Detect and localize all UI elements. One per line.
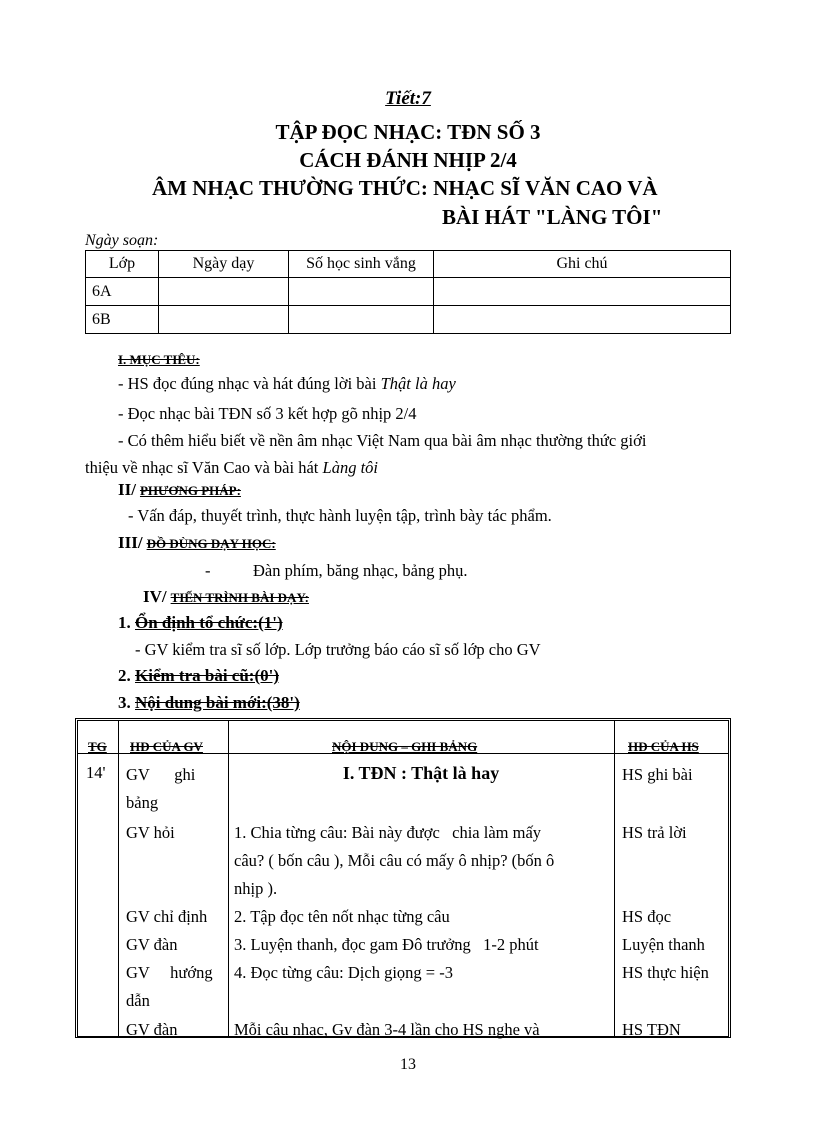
song-title: Làng tôi bbox=[322, 458, 378, 477]
materials-item: Đàn phím, băng nhạc, bảng phụ. bbox=[253, 561, 468, 580]
objective-3-line-1: - Có thêm hiểu biết về nền âm nhạc Việt Nam qua bài âm nhạc thường thức giới bbox=[118, 431, 647, 450]
class-cell: 6A bbox=[86, 278, 159, 306]
class-cell: 6B bbox=[86, 306, 159, 334]
step-3-label: Nội dung bài mới:(38') bbox=[135, 693, 300, 712]
content-line: câu? ( bốn câu ), Mỗi câu có mấy ô nhịp? (bốn ô bbox=[234, 851, 555, 870]
objective-3-text: thiệu về nhạc sĩ Văn Cao và bài hát bbox=[85, 458, 323, 477]
section-2-number: II/ bbox=[118, 480, 136, 499]
note-cell bbox=[434, 278, 731, 306]
section-4-number: IV/ bbox=[143, 587, 167, 606]
header-cell: Ghi chú bbox=[434, 251, 731, 278]
table-row bbox=[86, 278, 731, 306]
section-3-title: ĐỒ DÙNG DẠY HỌC: bbox=[146, 536, 276, 551]
objective-3-line-2 bbox=[85, 458, 378, 478]
step-3-number: 3. bbox=[118, 693, 135, 712]
absent-cell bbox=[289, 278, 434, 306]
content-item: Mỗi câu nhạc, Gv đàn 3-4 lần cho HS nghe và bbox=[234, 1020, 540, 1039]
teacher-activity-line: bảng bbox=[126, 793, 159, 812]
teacher-activity: GV hỏi bbox=[126, 823, 175, 842]
date-cell bbox=[159, 306, 289, 334]
teacher-activity-line: GV hướng bbox=[126, 963, 213, 982]
student-activity: HS thực hiện bbox=[622, 963, 709, 982]
student-activity: HS TĐN bbox=[622, 1020, 681, 1039]
step-1-number: 1. bbox=[118, 613, 135, 632]
column-divider bbox=[118, 721, 119, 1036]
objective-1-text: - HS đọc đúng nhạc và hát đúng lời bài bbox=[118, 374, 381, 393]
lesson-number: Tiết:7 bbox=[385, 88, 431, 109]
step-2 bbox=[118, 666, 279, 686]
class-table bbox=[85, 250, 731, 334]
teacher-activity: GV đàn bbox=[126, 935, 178, 954]
student-activity: HS đọc bbox=[622, 907, 672, 926]
teacher-activity: GV đàn bbox=[126, 1020, 178, 1039]
title-line-3: ÂM NHẠC THƯỜNG THỨC: NHẠC SĨ VĂN CAO VÀ bbox=[152, 176, 658, 200]
content-line: nhịp ). bbox=[234, 879, 278, 898]
header-cell: Lớp bbox=[86, 251, 159, 278]
content-item: 2. Tập đọc tên nốt nhạc từng câu bbox=[234, 907, 450, 926]
content-title: I. TĐN : Thật là hay bbox=[342, 763, 500, 783]
title-line-1: TẬP ĐỌC NHẠC: TĐN SỐ 3 bbox=[275, 120, 541, 144]
teacher-activity bbox=[126, 761, 195, 817]
col-header-student: HĐ CỦA HS bbox=[628, 739, 699, 754]
teacher-activity: GV chỉ định bbox=[126, 907, 208, 926]
content-item: 3. Luyện thanh, đọc gam Đô trưởng 1-2 phút bbox=[234, 935, 539, 954]
teacher-activity-line: dẫn bbox=[126, 991, 150, 1010]
col-header-time: TG bbox=[88, 739, 107, 754]
content-line: 1. Chia từng câu: Bài này được chia làm mấy bbox=[234, 823, 542, 842]
table-row bbox=[86, 306, 731, 334]
content-item: 4. Đọc từng câu: Dịch giọng = -3 bbox=[234, 963, 453, 982]
page-number: 13 bbox=[400, 1056, 416, 1073]
song-title: Thật là hay bbox=[380, 374, 456, 393]
method-item: - Vấn đáp, thuyết trình, thực hành luyện tập, trình bày tác phẩm. bbox=[128, 506, 552, 525]
date-cell bbox=[159, 278, 289, 306]
step-1-detail: - GV kiểm tra sĩ số lớp. Lớp trưởng báo cáo sĩ số lớp cho GV bbox=[135, 640, 541, 659]
column-divider bbox=[614, 721, 615, 1036]
lesson-plan-table bbox=[75, 718, 731, 1038]
step-3 bbox=[118, 693, 300, 713]
class-table-header bbox=[86, 251, 731, 278]
section-4-title: TIẾN TRÌNH BÀI DẠY: bbox=[170, 590, 309, 605]
title-line-4: BÀI HÁT "LÀNG TÔI" bbox=[442, 205, 663, 229]
step-2-number: 2. bbox=[118, 666, 135, 685]
materials-bullet: - bbox=[205, 561, 211, 580]
title-line-2: CÁCH ĐÁNH NHỊP 2/4 bbox=[299, 148, 517, 172]
absent-cell bbox=[289, 306, 434, 334]
header-cell: Ngày dạy bbox=[159, 251, 289, 278]
step-2-label: Kiểm tra bài cũ:(0') bbox=[135, 666, 279, 685]
section-3-number: III/ bbox=[118, 533, 143, 552]
student-activity: Luyện thanh bbox=[622, 935, 705, 954]
prep-date-label: Ngày soạn: bbox=[85, 232, 159, 249]
section-4-heading bbox=[143, 587, 309, 607]
time-value: 14' bbox=[86, 763, 106, 782]
objective-2: - Đọc nhạc bài TĐN số 3 kết hợp gõ nhịp 2/4 bbox=[118, 404, 417, 423]
section-3-heading bbox=[118, 533, 276, 553]
section-2-heading bbox=[118, 480, 241, 500]
step-1-label: Ổn định tổ chức:(1') bbox=[135, 613, 283, 632]
student-activity: HS ghi bài bbox=[622, 765, 693, 784]
teacher-activity-line: GV ghi bbox=[126, 765, 196, 784]
col-header-content: NỘI DUNG – GHI BẢNG bbox=[332, 739, 478, 754]
section-2-title: PHƯƠNG PHÁP: bbox=[139, 483, 241, 498]
step-1 bbox=[118, 613, 283, 633]
col-header-teacher: HĐ CỦA GV bbox=[130, 739, 203, 754]
note-cell bbox=[434, 306, 731, 334]
objective-1 bbox=[118, 374, 456, 394]
student-activity: HS trả lời bbox=[622, 823, 687, 842]
header-cell: Số học sinh vắng bbox=[289, 251, 434, 278]
content-item bbox=[234, 819, 554, 903]
teacher-activity bbox=[126, 959, 213, 1015]
section-1-heading: I. MỤC TIÊU: bbox=[118, 352, 200, 367]
